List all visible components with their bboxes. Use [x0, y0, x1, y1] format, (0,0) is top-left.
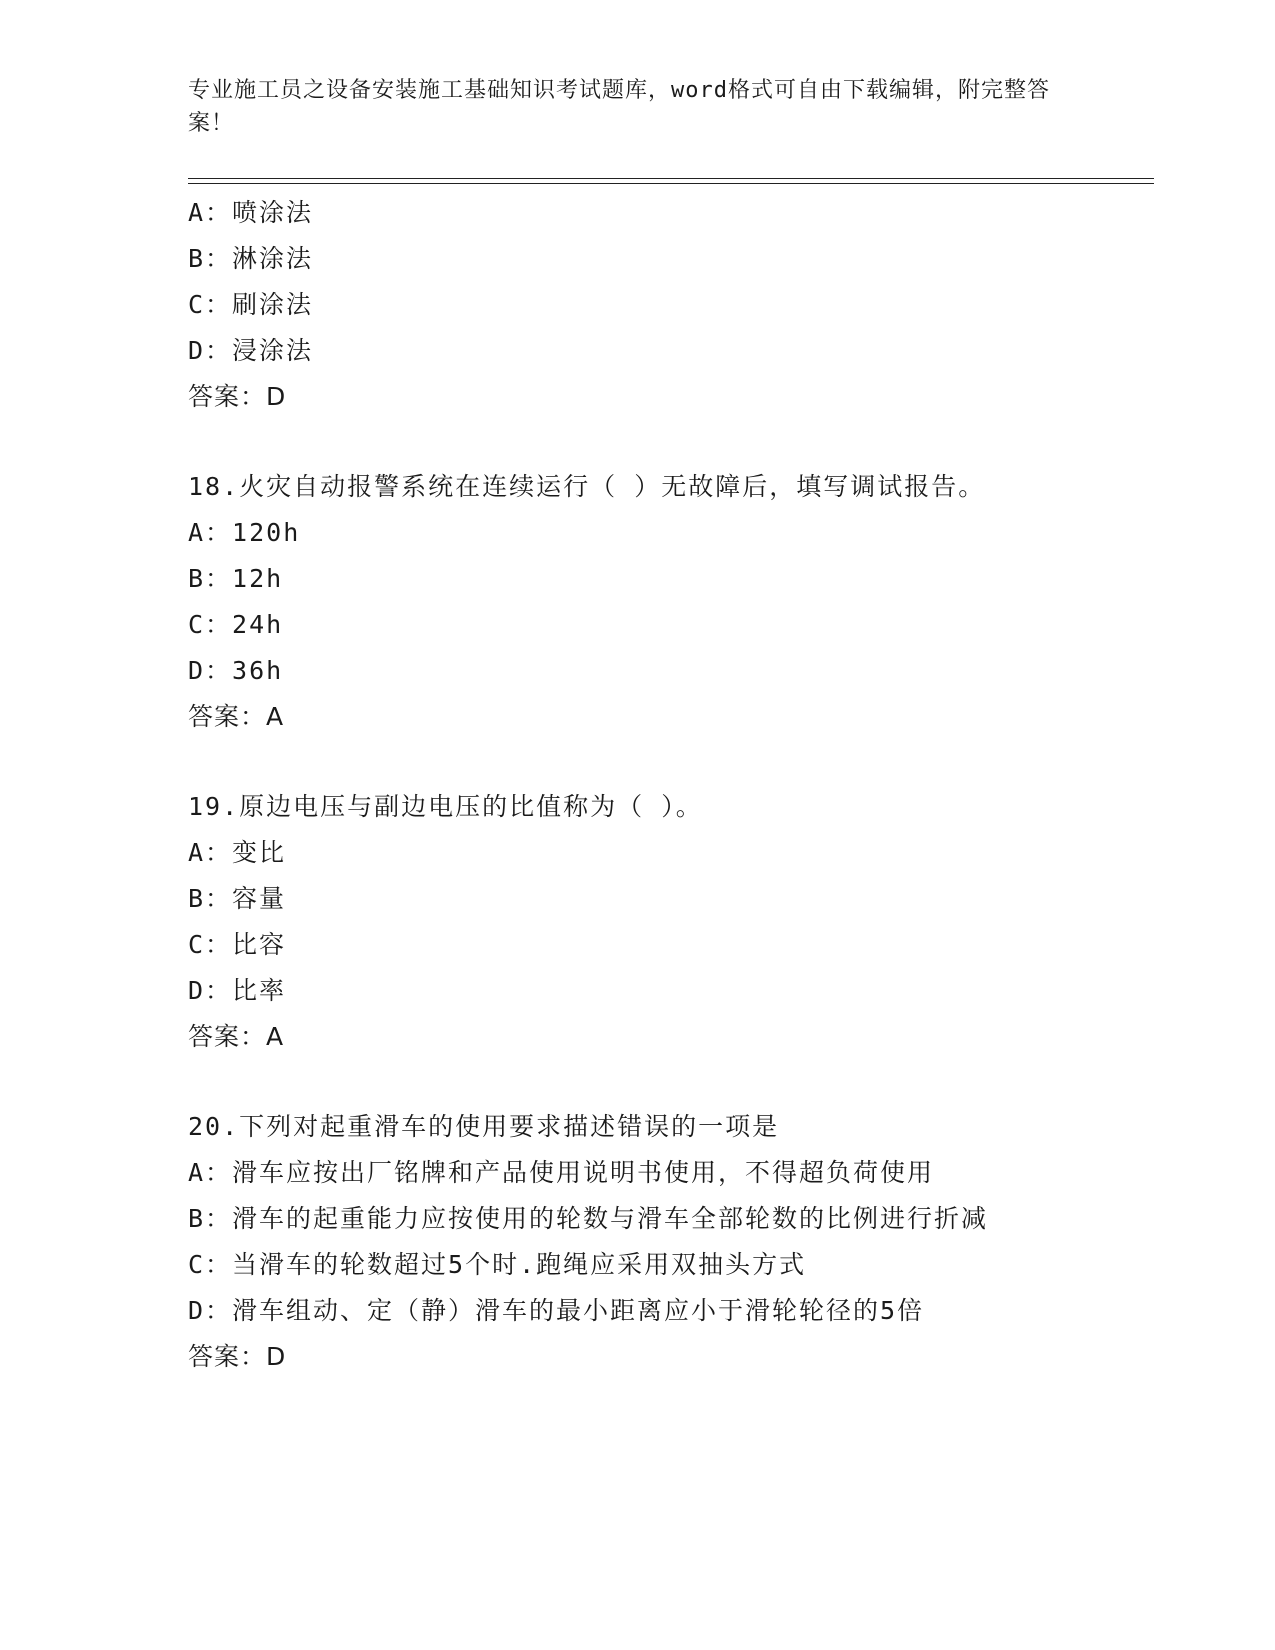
question-20-block — [188, 1104, 1148, 1380]
option-a: A：变比 — [188, 838, 287, 867]
question-stem: 19.原边电压与副边电压的比值称为（ ）。 — [188, 792, 703, 821]
question-stem: 20.下列对起重滑车的使用要求描述错误的一项是 — [188, 1112, 780, 1141]
question-list — [188, 190, 1148, 1380]
option-c: C：24h — [188, 610, 284, 639]
question-19-block — [188, 784, 1148, 1060]
option-a: A：喷涂法 — [188, 198, 314, 227]
spacer — [188, 740, 1148, 784]
spacer — [188, 1060, 1148, 1104]
option-a: A：120h — [188, 518, 301, 547]
option-c: C：当滑车的轮数超过5个时.跑绳应采用双抽头方式 — [188, 1250, 807, 1279]
option-b: B：滑车的起重能力应按使用的轮数与滑车全部轮数的比例进行折减 — [188, 1204, 989, 1233]
option-b: B：容量 — [188, 884, 287, 913]
option-d: D：滑车组动、定（静）滑车的最小距离应小于滑轮轮径的5倍 — [188, 1296, 925, 1325]
spacer — [188, 420, 1148, 464]
option-c: C：比容 — [188, 930, 287, 959]
answer-text: 答案：D — [188, 382, 287, 411]
option-d: D：浸涂法 — [188, 336, 314, 365]
answer-text: 答案：A — [188, 1022, 285, 1051]
header-title: 专业施工员之设备安装施工基础知识考试题库，word格式可自由下载编辑，附完整答案！ — [188, 78, 1050, 136]
option-d: D：比率 — [188, 976, 287, 1005]
option-b: B：淋涂法 — [188, 244, 314, 273]
answer-text: 答案：D — [188, 1342, 287, 1371]
header-rule-top — [188, 178, 1154, 179]
question-18-block — [188, 464, 1148, 740]
question-stem: 18.火灾自动报警系统在连续运行（ ）无故障后，填写调试报告。 — [188, 472, 986, 501]
header-rule-bottom — [188, 183, 1154, 184]
option-a: A：滑车应按出厂铭牌和产品使用说明书使用，不得超负荷使用 — [188, 1158, 935, 1187]
page-header — [188, 74, 1068, 140]
question-17-block — [188, 190, 1148, 420]
answer-text: 答案：A — [188, 702, 285, 731]
option-b: B：12h — [188, 564, 284, 593]
option-d: D：36h — [188, 656, 284, 685]
option-c: C：刷涂法 — [188, 290, 314, 319]
